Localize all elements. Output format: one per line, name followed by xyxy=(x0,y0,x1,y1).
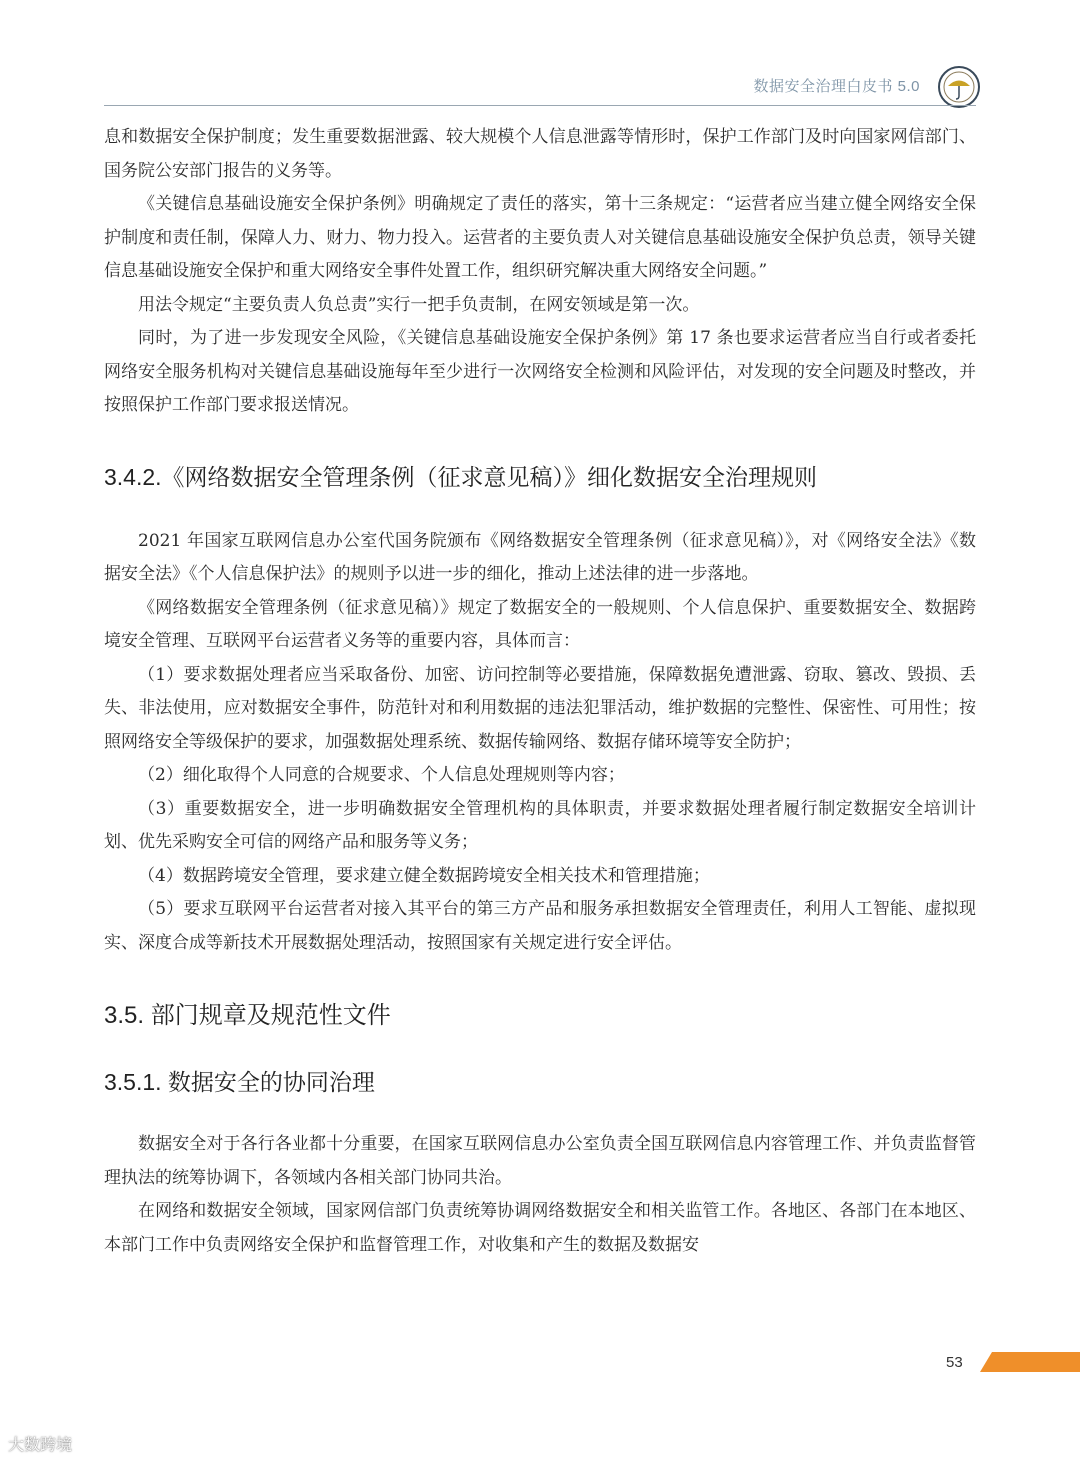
paragraph: 2021 年国家互联网信息办公室代国务院颁布《网络数据安全管理条例（征求意见稿）》，对《网络安全法》《数据安全法》《个人信息保护法》的规则予以进一步的细化，推动上述法律的进一步落地。 xyxy=(104,530,976,584)
seal-icon xyxy=(938,66,980,108)
section-heading-3-5: 3.5. 部门规章及规范性文件 xyxy=(104,1002,391,1029)
list-item: （2）细化取得个人同意的合规要求、个人信息处理规则等内容； xyxy=(138,765,625,785)
section-heading-3-5-1: 3.5.1. 数据安全的协同治理 xyxy=(104,1069,375,1095)
header-title: 数据安全治理白皮书 5.0 xyxy=(753,78,920,95)
paragraph: 同时，为了进一步发现安全风险，《关键信息基础设施安全保护条例》第 17 条也要求运营者应当自行或者委托网络安全服务机构对关键信息基础设施每年至少进行一次网络安全检测和风险评估，对发现的安全问题及时整改，并按照保护工作部门要求报送情况。 xyxy=(104,328,976,415)
paragraph: 《关键信息基础设施安全保护条例》明确规定了责任的落实，第十三条规定：“运营者应当建立健全网络安全保护制度和责任制，保障人力、财力、物力投入。运营者的主要负责人对关键信息基础设施安全保护负总责，领导关键信息基础设施安全保护和重大网络安全事件处置工作，组织研究解决重大网络安全问题。” xyxy=(104,194,976,281)
page-number: 53 xyxy=(946,1354,963,1371)
list-item: （1）要求数据处理者应当采取备份、加密、访问控制等必要措施，保障数据免遭泄露、窃取、篡改、毁损、丢失、非法使用，应对数据安全事件，防范针对和利用数据的违法犯罪活动，维护数据的完整性、保密性、可用性；按照网络安全等级保护的要求，加强数据处理系统、数据传输网络、数据存储环境等安全防护； xyxy=(104,664,976,752)
list-item: （5）要求互联网平台运营者对接入其平台的第三方产品和服务承担数据安全管理责任，利用人工智能、虚拟现实、深度合成等新技术开展数据处理活动，按照国家有关规定进行安全评估。 xyxy=(104,899,976,953)
paragraph: 用法令规定“主要负责人负总责”实行一把手负责制，在网安领域是第一次。 xyxy=(138,294,700,315)
page-body xyxy=(104,121,976,1262)
footer-accent-bar xyxy=(980,1352,1080,1372)
header-divider xyxy=(104,105,976,106)
paragraph-continued: 息和数据安全保护制度；发生重要数据泄露、较大规模个人信息泄露等情形时，保护工作部门及时向国家网信部门、国务院公安部门报告的义务等。 xyxy=(104,127,976,181)
paragraph: 《网络数据安全管理条例（征求意见稿）》规定了数据安全的一般规则、个人信息保护、重要数据安全、数据跨境安全管理、互联网平台运营者义务等的重要内容，具体而言： xyxy=(104,597,976,651)
paragraph: 在网络和数据安全领域，国家网信部门负责统筹协调网络数据安全和相关监管工作。各地区、各部门在本地区、本部门工作中负责网络安全保护和监督管理工作，对收集和产生的数据及数据安 xyxy=(104,1201,976,1255)
list-item: （4）数据跨境安全管理，要求建立健全数据跨境安全相关技术和管理措施； xyxy=(138,865,710,886)
brand-watermark: 大数跨境 xyxy=(8,1435,73,1454)
page-header xyxy=(0,66,1080,110)
section-heading-3-4-2: 3.4.2.《网络数据安全管理条例（征求意见稿）》细化数据安全治理规则 xyxy=(104,463,818,490)
paragraph: 数据安全对于各行各业都十分重要，在国家互联网信息办公室负责全国互联网信息内容管理工作、并负责监督管理执法的统筹协调下，各领域内各相关部门协同共治。 xyxy=(104,1134,976,1188)
list-item: （3）重要数据安全，进一步明确数据安全管理机构的具体职责，并要求数据处理者履行制定数据安全培训计划、优先采购安全可信的网络产品和服务等义务； xyxy=(104,798,976,852)
